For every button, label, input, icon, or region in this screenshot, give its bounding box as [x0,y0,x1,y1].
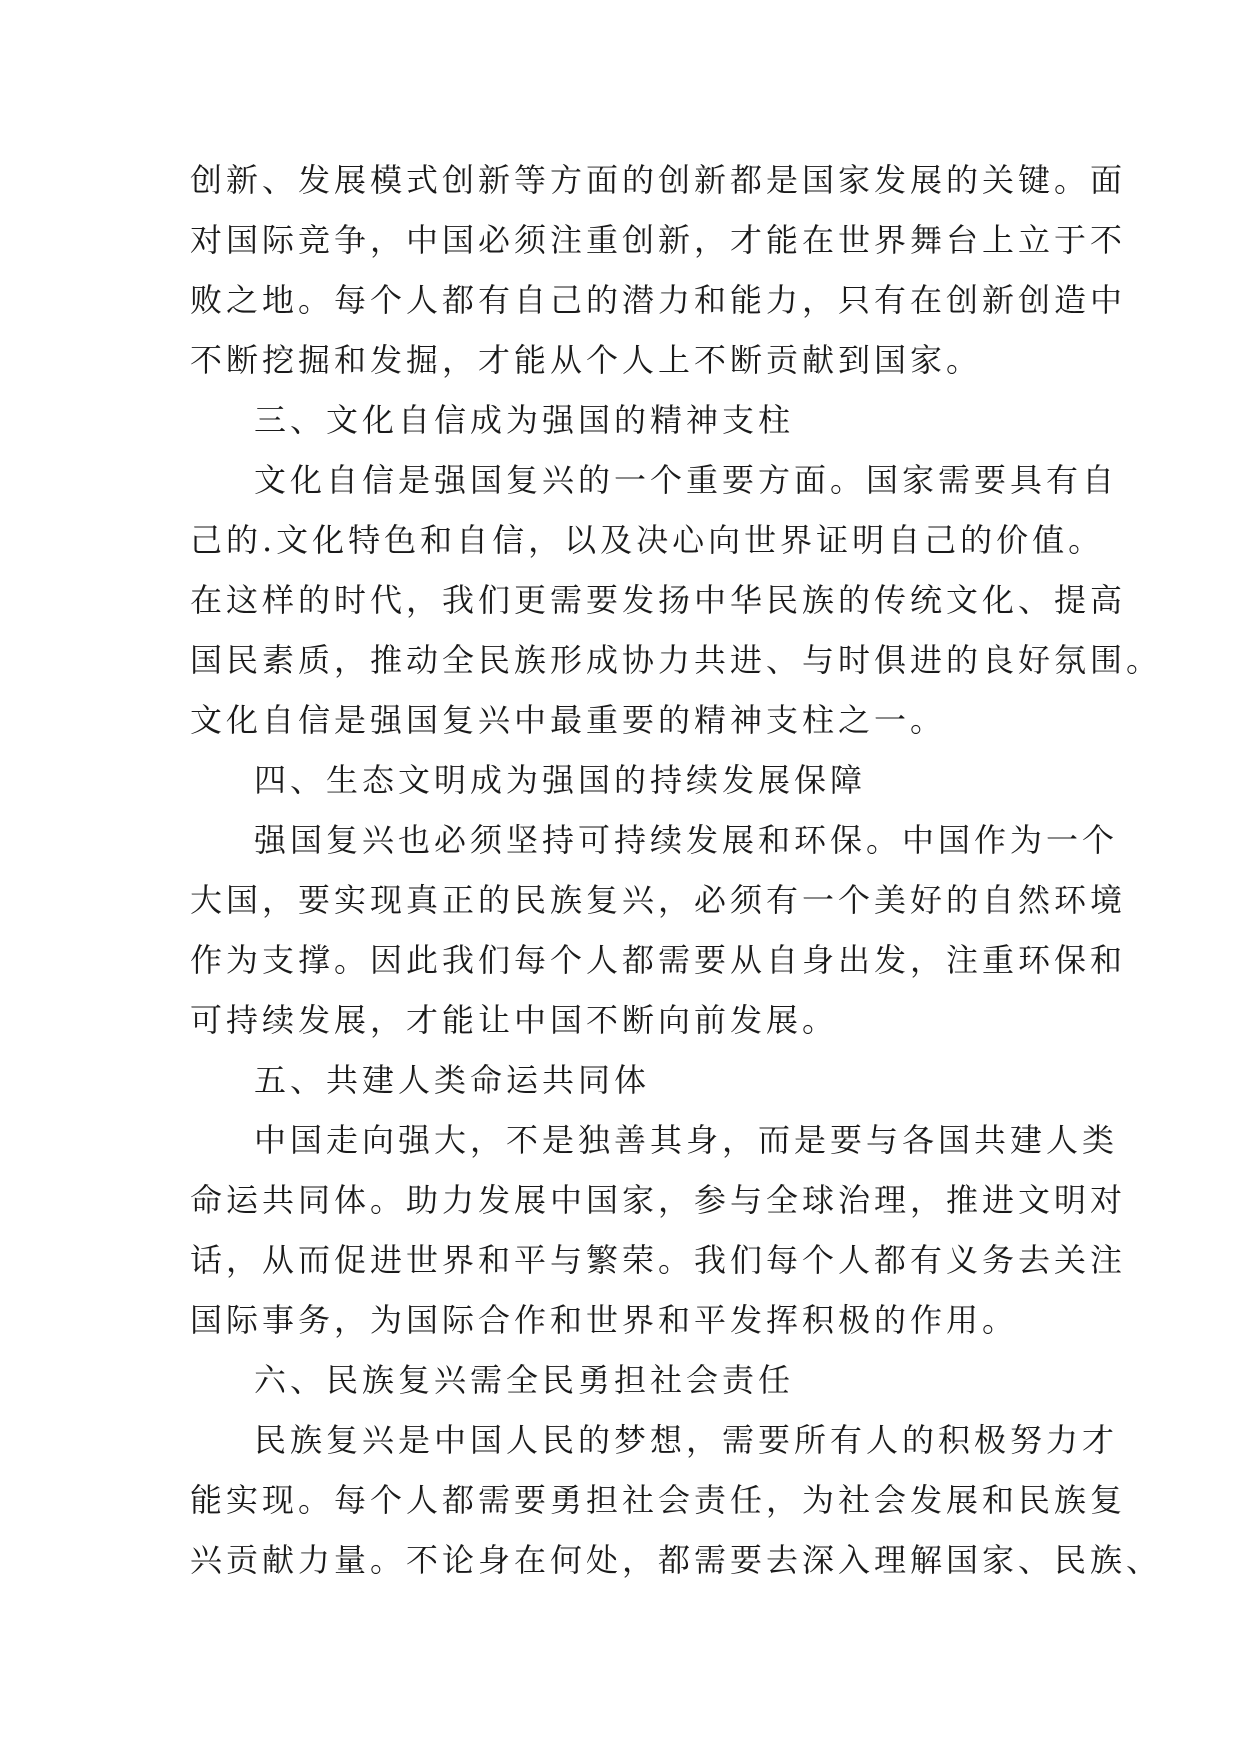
section-heading: 三、文化自信成为强国的精神支柱 [254,401,795,439]
paragraph-line: 己的.文化特色和自信，以及决心向世界证明自己的价值。 [190,521,1105,559]
paragraph-line: 文化自信是强国复兴中最重要的精神支柱之一。 [190,701,947,739]
paragraph-line: 对国际竞争，中国必须注重创新，才能在世界舞台上立于不 [190,221,1127,259]
paragraph-line: 可持续发展，才能让中国不断向前发展。 [190,1001,839,1039]
paragraph-line: 国民素质，推动全民族形成协力共进、与时俱进的良好氛围。 [190,641,1163,679]
paragraph-first-line: 中国走向强大，不是独善其身，而是要与各国共建人类 [254,1121,1119,1159]
paragraph-first-line: 文化自信是强国复兴的一个重要方面。国家需要具有自 [254,461,1119,499]
paragraph-line: 不断挖掘和发掘，才能从个人上不断贡献到国家。 [190,341,983,379]
paragraph-line: 命运共同体。助力发展中国家，参与全球治理，推进文明对 [190,1181,1127,1219]
paragraph-first-line: 民族复兴是中国人民的梦想，需要所有人的积极努力才 [254,1421,1119,1459]
paragraph-line: 在这样的时代，我们更需要发扬中华民族的传统文化、提高 [190,581,1127,619]
paragraph-line: 作为支撑。因此我们每个人都需要从自身出发，注重环保和 [190,941,1127,979]
paragraph-line: 兴贡献力量。不论身在何处，都需要去深入理解国家、民族、 [190,1541,1163,1579]
paragraph-line: 能实现。每个人都需要勇担社会责任，为社会发展和民族复 [190,1481,1127,1519]
section-heading: 六、民族复兴需全民勇担社会责任 [254,1361,795,1399]
paragraph-line: 败之地。每个人都有自己的潜力和能力，只有在创新创造中 [190,281,1127,319]
paragraph-line: 话，从而促进世界和平与繁荣。我们每个人都有义务去关注 [190,1241,1127,1279]
paragraph-first-line: 强国复兴也必须坚持可持续发展和环保。中国作为一个 [254,821,1119,859]
body-text [190,150,1163,1590]
paragraph-line: 创新、发展模式创新等方面的创新都是国家发展的关键。面 [190,161,1127,199]
paragraph-line: 国际事务，为国际合作和世界和平发挥积极的作用。 [190,1301,1019,1339]
paragraph-line: 大国，要实现真正的民族复兴，必须有一个美好的自然环境 [190,881,1127,919]
section-heading: 五、共建人类命运共同体 [254,1061,651,1099]
section-heading: 四、生态文明成为强国的持续发展保障 [254,761,867,799]
